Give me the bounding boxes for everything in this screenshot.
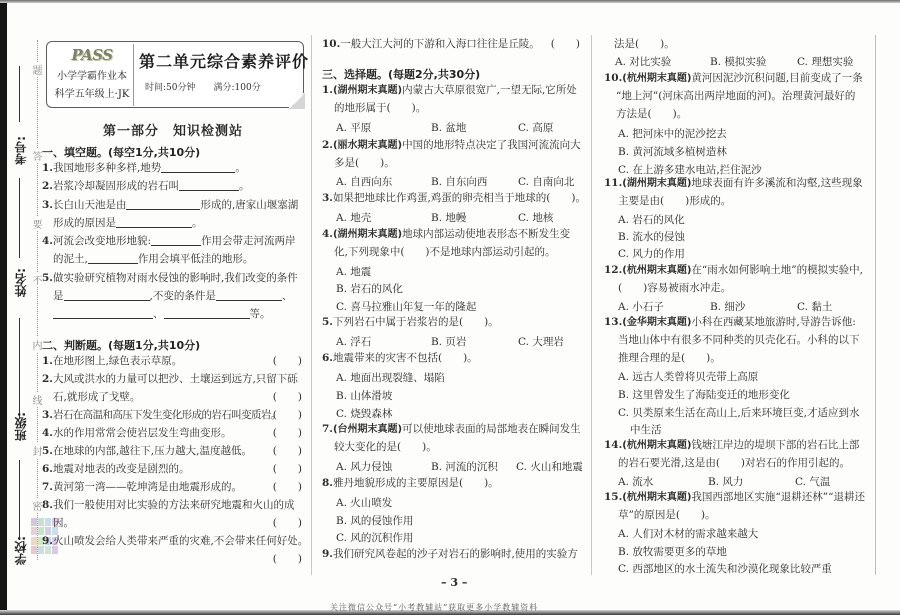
mc-option[interactable]: B. 岩石的风化 xyxy=(336,283,403,295)
seal-char: 题 xyxy=(31,62,44,77)
mc-question-10-cont: “地上河”(河床高出两岸地面的河)。治理黄河最好的 xyxy=(616,90,856,102)
mc-option[interactable]: A. 对比实验 xyxy=(615,56,672,68)
exam-number-line xyxy=(19,66,20,122)
mc-question-11-cont: 主要是由( )形成的。 xyxy=(618,195,732,207)
mc-option[interactable]: A. 浮石 xyxy=(336,336,372,348)
full-score: 满分:100分 xyxy=(213,83,261,93)
answer-blank[interactable] xyxy=(116,215,192,228)
answer-blank[interactable] xyxy=(53,306,153,319)
tf-question-9-cont xyxy=(42,551,302,568)
seal-char: 密 xyxy=(31,498,44,513)
answer-blank[interactable] xyxy=(151,233,201,246)
fill-question-5-cont2: 、 等。 xyxy=(53,306,271,323)
answer-blank[interactable] xyxy=(64,288,150,301)
section-title-multiple-choice: 三、选择题。(每题2分,共30分) xyxy=(322,68,481,81)
column-divider xyxy=(311,35,312,575)
mc-question-12-cont: ( )容易被雨水冲走。 xyxy=(618,282,732,294)
mc-question-13-cont: 当地山体中有很多不同种类的贝壳化石。小科的以下 xyxy=(618,334,860,346)
mc-option[interactable]: C. 气温 xyxy=(795,476,831,488)
mc-option-cont: 中生活 xyxy=(630,424,662,436)
mc-option[interactable]: A. 把河床中的泥沙挖去 xyxy=(618,128,727,140)
class-label: 班级: xyxy=(14,412,28,441)
answer-blank[interactable] xyxy=(179,178,239,191)
mc-question-15-cont: 草”的原因是( )。 xyxy=(618,509,716,521)
exam-meta xyxy=(145,80,261,93)
mc-option[interactable]: B. 山体滑坡 xyxy=(336,390,393,402)
mc-option[interactable]: A. 火山喷发 xyxy=(336,497,393,509)
fill-question-5-cont: 是 ,不变的条件是 、 xyxy=(53,290,293,302)
time-limit: 时间:50分钟 xyxy=(145,83,196,93)
mc-question-13: 13.(金华期末真题)小科在西藏某地旅游时,导游告诉他: xyxy=(604,316,856,328)
mc-option[interactable]: B. 流水的侵蚀 xyxy=(618,231,685,243)
mc-option[interactable]: B. 风力 xyxy=(708,476,744,488)
fill-question-3: 3.长白山天池是由 形成的,唐家山堰塞湖 xyxy=(42,199,299,211)
answer-paren[interactable]: ( ) xyxy=(272,409,302,421)
answer-blank[interactable] xyxy=(88,251,138,264)
mc-question-8: 8.雅丹地貌形成的主要原因是( )。 xyxy=(322,477,499,489)
mc-option[interactable]: C. 黏土 xyxy=(797,301,833,313)
answer-paren[interactable]: ( ) xyxy=(272,463,302,475)
mc-option[interactable]: B. 页岩 xyxy=(431,336,467,348)
mc-option[interactable]: A. 远古人类曾将贝壳带上高原 xyxy=(618,371,759,383)
mc-question-1-cont: 的地形属于( )。 xyxy=(334,102,427,114)
mc-option[interactable]: A. 自西向东 xyxy=(336,176,393,188)
answer-blank[interactable] xyxy=(161,160,235,173)
tf-question-4: 4.水的作用常常会使岩层发生弯曲变形。 ( ) xyxy=(42,425,302,442)
mc-question-15: 15.(杭州期末真题)我国西部地区实施“退耕还林”“退耕还 xyxy=(604,491,866,503)
mc-option[interactable]: B. 盆地 xyxy=(431,122,467,134)
mc-option[interactable]: B. 地幔 xyxy=(431,212,467,224)
mc-option[interactable]: C. 自南向北 xyxy=(518,176,575,188)
mc-option[interactable]: B. 风的侵蚀作用 xyxy=(336,515,414,527)
mc-question-14-cont: 的岩石要光滑,这是由( )对岩石的作用引起的。 xyxy=(618,457,851,469)
tf-question-3: 3.岩石在高温和高压下发生变化形成的岩石叫变质岩。 ( ) xyxy=(42,407,302,424)
mc-option[interactable]: C. 地核 xyxy=(518,212,554,224)
mc-option[interactable]: C. 烧毁森林 xyxy=(336,408,393,420)
mc-option[interactable]: C. 理想实验 xyxy=(797,56,854,68)
mc-option[interactable]: B. 这里曾发生了海陆变迁的地形变化 xyxy=(618,389,790,401)
name-label: 姓名: xyxy=(14,268,28,297)
brand-block xyxy=(51,44,134,106)
mc-option[interactable]: C. 喜马拉雅山年复一年的隆起 xyxy=(336,301,477,313)
page-top-edge xyxy=(0,0,900,3)
answer-blank[interactable] xyxy=(164,306,250,319)
mc-option[interactable]: B. 细沙 xyxy=(710,301,746,313)
mc-question-7: 7.(台州期末真题)可以使地球表面的局部地表在瞬间发生 xyxy=(322,423,581,435)
tf-question-2: 2.大风或洪水的力量可以把沙、土壤运到远方,只留下砾 xyxy=(42,373,298,385)
mc-option[interactable]: B. 自东向西 xyxy=(431,176,488,188)
fill-question-4: 4.河流会改变地形地貌: 作用会带走河流两岸 xyxy=(42,235,296,247)
mc-question-6: 6.地震带来的灾害不包括( )。 xyxy=(322,352,478,364)
tf-question-5: 5.在地球的内部,越往下,压力越大,温度越低。 ( ) xyxy=(42,443,302,460)
mc-question-13-cont2: 推理合理的是( )。 xyxy=(618,352,721,364)
tf-question-7: 7.黄河第一湾——乾坤湾是由地震形成的。 ( ) xyxy=(42,479,302,496)
answer-paren[interactable]: ( ) xyxy=(272,517,302,529)
mc-question-9: 9.我们研究风卷起的沙子对岩石的影响时,使用的实验方 xyxy=(322,548,578,560)
mc-option[interactable]: A. 平原 xyxy=(336,122,372,134)
mc-question-4-cont: 化,下列现象中( )不是地球内部运动引起的。 xyxy=(334,246,556,258)
page-edge-shadow xyxy=(0,0,7,615)
mc-question-7-cont: 较大变化的是( )。 xyxy=(334,441,437,453)
section-title-true-false: 二、判断题。(每题1分,共10分) xyxy=(42,339,201,352)
fill-question-4-cont: 的泥土, 作用会填平低洼的地形。 xyxy=(53,253,254,265)
unit-header xyxy=(46,41,310,108)
mc-option[interactable]: A. 地震 xyxy=(336,266,372,278)
mc-option[interactable]: B. 河流的沉积 xyxy=(431,461,498,473)
mc-option[interactable]: C. 高原 xyxy=(518,122,554,134)
mc-option[interactable]: B. 黄河流域多植树造林 xyxy=(618,146,727,158)
answer-paren[interactable]: ( ) xyxy=(272,427,302,439)
mc-question-10-cont2: 方法是( )。 xyxy=(616,108,688,120)
unit-title: 第二单元综合素养评价 xyxy=(139,52,310,71)
column-divider xyxy=(591,35,592,575)
class-line xyxy=(19,318,20,418)
tf-question-6: 6.地震对地表的改变是剧烈的。 ( ) xyxy=(42,461,302,478)
grade-label: 科学五年级上·JK xyxy=(54,89,130,100)
answer-blank[interactable] xyxy=(216,288,282,301)
fill-question-5: 5.做实验研究植物对雨水侵蚀的影响时,我们改变的条件 xyxy=(42,272,298,284)
mc-option[interactable]: A. 人们对木材的需求越来越大 xyxy=(618,528,759,540)
mc-question-2: 2.(丽水期末真题)中国的地形特点决定了我国河流流向大 xyxy=(322,139,581,151)
mc-option[interactable]: C. 火山和地震 xyxy=(516,461,583,473)
answer-paren[interactable]: ( ) xyxy=(272,445,302,457)
mc-option[interactable]: B. 放牧需要更多的草地 xyxy=(618,546,727,558)
school-line xyxy=(19,460,20,540)
mc-option[interactable]: C. 西部地区的水土流失和沙漠化现象比较严重 xyxy=(618,563,832,575)
footer-note: 关注微信公众号“小考教辅站”获取更多小学教辅资料 xyxy=(330,603,539,612)
seal-char: 线 xyxy=(31,392,44,407)
answer-blank[interactable] xyxy=(126,197,200,210)
tf-question-8-cont: 因。 ( ) xyxy=(53,515,302,532)
answer-paren[interactable]: ( ) xyxy=(272,553,302,565)
mc-question-9-cont: 法是( )。 xyxy=(614,38,675,50)
tf-question-1: 1.在地形图上,绿色表示草原。 ( ) xyxy=(42,353,302,370)
school-label: 学校: xyxy=(14,536,28,565)
mc-question-14: 14.(杭州期末真题)钱塘江岸边的堤坝下部的岩石比上部 xyxy=(604,439,860,451)
fill-question-1: 1.我国地形多种多样,地势 。 xyxy=(42,162,246,174)
mc-question-2-cont: 多是( )。 xyxy=(334,157,395,169)
seal-char: 要 xyxy=(31,216,44,231)
mc-option[interactable]: C. 风力的作用 xyxy=(618,248,685,260)
mc-question-1: 1.(湖州期末真题)内蒙古大草原很宽广,一望无际,它所处 xyxy=(322,84,577,96)
seal-line xyxy=(37,40,38,560)
seal-char: 答 xyxy=(31,148,44,163)
mc-question-12: 12.(杭州期末真题)在“雨水如何影响土地”的模拟实验中, xyxy=(604,264,863,276)
mc-option[interactable]: C. 在上游多建水电站,拦住泥沙 xyxy=(618,164,762,176)
mc-question-5: 5.下列岩石中属于岩浆岩的是( )。 xyxy=(322,316,499,328)
mc-question-10: 10.(杭州期末真题)黄河因泥沙沉积问题,目前变成了一条 xyxy=(604,72,863,84)
series-name: 小学学霸作业本 xyxy=(57,71,127,82)
mc-option[interactable]: C. 贝类原来生活在高山上,后来环境巨变,才适应到水 xyxy=(618,407,860,419)
answer-paren[interactable]: ( ) xyxy=(272,481,302,493)
exam-number-label: 考号: xyxy=(14,136,28,165)
seal-char: 不 xyxy=(31,272,44,287)
tf-question-8: 8.我们一般使用对比实验的方法来研究地震和火山的成 xyxy=(42,499,295,511)
fill-question-2: 2.岩浆冷却凝固形成的岩石叫 。 xyxy=(42,180,250,192)
name-line xyxy=(19,178,20,258)
answer-paren[interactable]: ( ) xyxy=(272,391,302,403)
seal-char: 封 xyxy=(31,443,44,458)
mc-option[interactable]: A. 地壳 xyxy=(336,212,372,224)
mc-option[interactable]: A. 流水 xyxy=(618,476,654,488)
pass-logo: PASS xyxy=(71,46,113,64)
answer-paren[interactable]: ( ) xyxy=(272,355,302,367)
tf-question-10: 10.一般大江大河的下游和入海口往往是丘陵。 ( ) xyxy=(322,36,580,53)
mc-option[interactable]: A. 风力侵蚀 xyxy=(336,461,393,473)
mc-option[interactable]: C. 风的沉积作用 xyxy=(336,532,414,544)
mc-question-4: 4.(湖州期末真题)地球内部运动使地表形态不断发生变 xyxy=(322,228,571,240)
fill-question-3-cont: 形成的原因是 。 xyxy=(53,217,203,229)
answer-paren[interactable]: ( ) xyxy=(550,38,580,50)
mc-question-11: 11.(湖州期末真题)地球表面有许多溪流和沟壑,这些现象 xyxy=(604,177,863,189)
page-right-border xyxy=(875,35,876,575)
mc-option[interactable]: C. 大理岩 xyxy=(518,336,564,348)
mc-option[interactable]: B. 模拟实验 xyxy=(710,56,767,68)
page-curl-decoration xyxy=(289,93,305,109)
seal-char: 内 xyxy=(31,337,44,352)
tf-question-2-cont: 石,就形成了戈壁。 ( ) xyxy=(53,389,302,406)
part-title: 第一部分 知识检测站 xyxy=(102,124,243,139)
mc-question-3: 3.如果把地球比作鸡蛋,鸡蛋的卵壳相当于地球的( )。 xyxy=(322,192,586,204)
mc-option[interactable]: A. 小石子 xyxy=(618,301,664,313)
page-number: – 3 – xyxy=(441,576,468,589)
tf-question-9: 9.火山喷发会给人类带来严重的灾难,不会带来任何好处。 xyxy=(42,535,309,547)
mc-option[interactable]: A. 地面出现裂缝、塌陷 xyxy=(336,372,445,384)
section-title-fill-blank: 一、填空题。(每空1分,共10分) xyxy=(42,146,201,159)
mc-option[interactable]: A. 岩石的风化 xyxy=(618,214,685,226)
